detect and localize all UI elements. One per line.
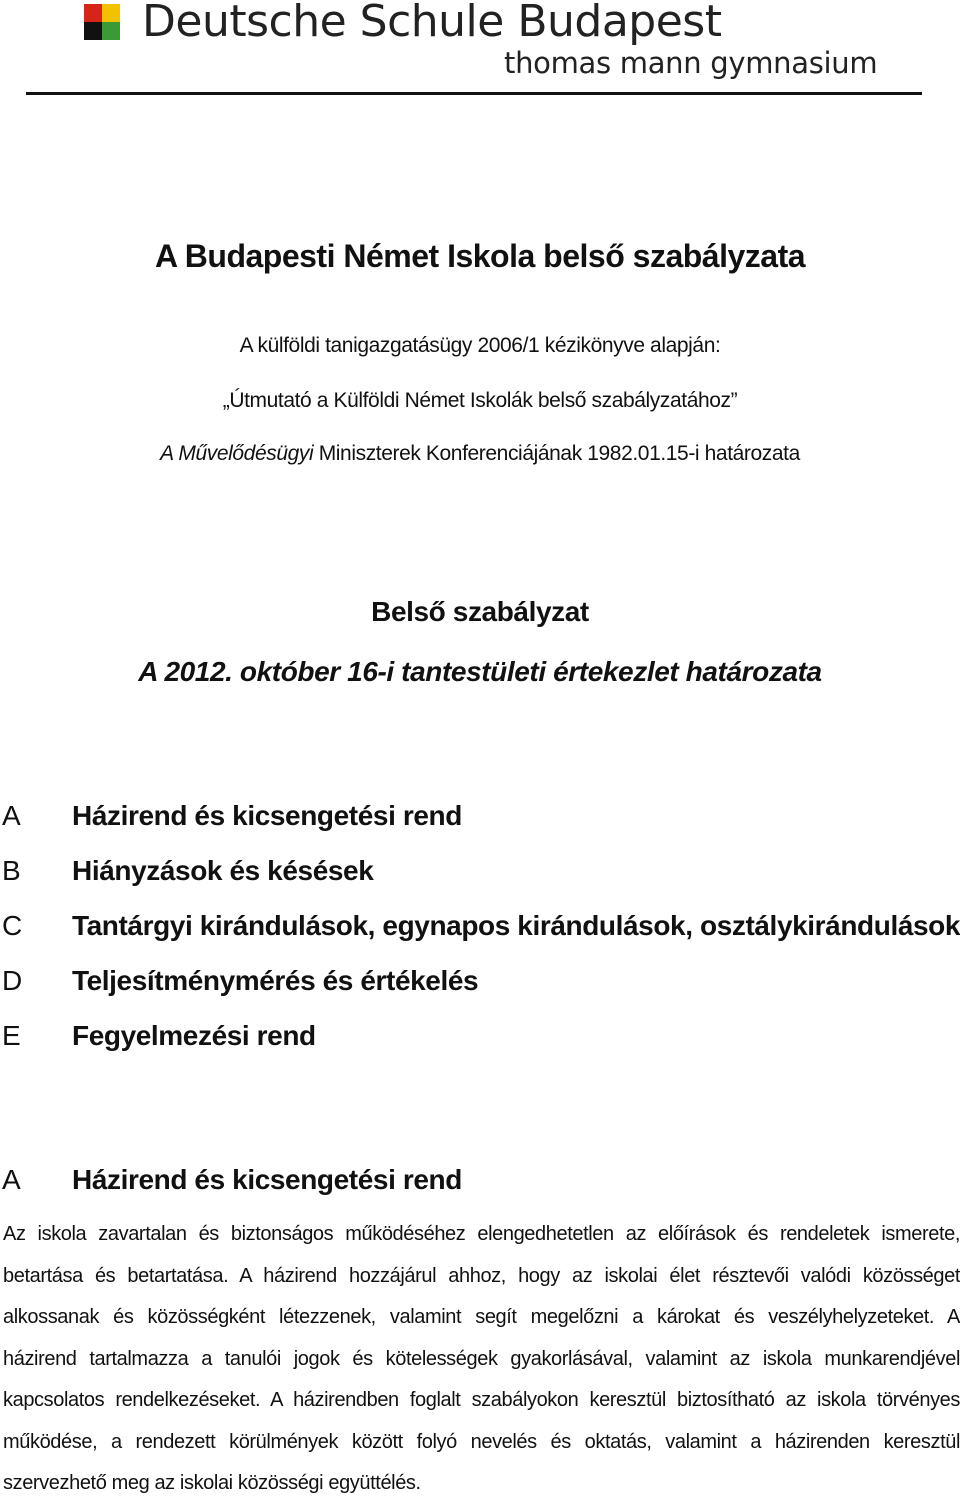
toc-letter: A xyxy=(2,800,21,831)
school-subtitle: thomas mann gymnasium xyxy=(504,46,878,80)
toc-text: Tantárgyi kirándulások, egynapos kirándulások, osztálykirándulások xyxy=(72,910,960,941)
paragraph-line: betartása és betartatása. A házirend hozzájárul ahhoz, hogy az iskolai élet résztevői valódi közösséget xyxy=(3,1264,960,1287)
toc-item xyxy=(0,910,960,950)
paragraph-line: kapcsolatos rendelkezéseket. A házirendben foglalt szabályokon keresztül biztosítható az iskola törvényes xyxy=(3,1389,960,1411)
toc-text: Teljesítménymérés és értékelés xyxy=(72,965,479,996)
section-a-paragraph xyxy=(3,1214,960,1505)
toc-item xyxy=(0,800,960,840)
toc-item xyxy=(0,1020,960,1060)
logo-green-square xyxy=(102,22,120,40)
toc-letter: E xyxy=(2,1020,21,1051)
toc-item xyxy=(0,965,960,1005)
subtitle-line-1: A külföldi tanigazgatásügy 2006/1 kézikönyve alapján: xyxy=(239,334,721,357)
toc-letter: C xyxy=(2,910,22,941)
toc-text: Házirend és kicsengetési rend xyxy=(72,800,462,831)
toc-letter: B xyxy=(2,855,21,886)
paragraph-line: házirend tartalmazza a tanulói jogok és kötelességek gyakorlásával, valamint az iskola munkarendjével xyxy=(3,1347,960,1370)
paragraph-line: működése, a rendezett körülmények között folyó nevelés és oktatás, valamint a házirenden keresztül xyxy=(3,1430,960,1453)
section-a-letter: A xyxy=(2,1164,21,1195)
toc-text: Fegyelmezési rend xyxy=(72,1020,316,1051)
logo-red-square xyxy=(84,4,102,22)
logo-yellow-square xyxy=(102,4,120,22)
paragraph-line: Az iskola zavartalan és biztonságos működéséhez elengedhetetlen az előírások és rendeletek ismerete, xyxy=(3,1223,960,1245)
header-divider xyxy=(26,92,922,95)
paragraph-line: szervezhető meg az iskolai közösségi együttélés. xyxy=(3,1472,421,1494)
toc-letter: D xyxy=(2,965,22,996)
school-logo-icon xyxy=(84,4,120,40)
logo-black-square xyxy=(84,22,102,40)
document-title: A Budapesti Német Iskola belső szabályzata xyxy=(154,238,806,274)
subtitle-line-2: „Útmutató a Külföldi Német Iskolák belső szabályzatához” xyxy=(222,389,738,412)
section-heading: Belső szabályzat xyxy=(371,596,589,627)
subtitle-line-3-rest: Miniszterek Konferenciájának 1982.01.15-i határozata xyxy=(313,442,800,465)
toc-item xyxy=(0,855,960,895)
toc-text: Hiányzások és késések xyxy=(72,855,374,886)
resolution-line: A 2012. október 16-i tantestületi értekezlet határozata xyxy=(138,656,822,687)
school-name: Deutsche Schule Budapest xyxy=(142,0,722,47)
section-a-title: Házirend és kicsengetési rend xyxy=(72,1164,462,1195)
subtitle-line-3-italic: A Művelődésügyi xyxy=(160,442,314,465)
paragraph-line: alkossanak és közösségként létezzenek, valamint segít megelőzni a károkat és veszélyhelyzeteket. A xyxy=(3,1306,960,1328)
subtitle-line-3 xyxy=(0,442,960,466)
